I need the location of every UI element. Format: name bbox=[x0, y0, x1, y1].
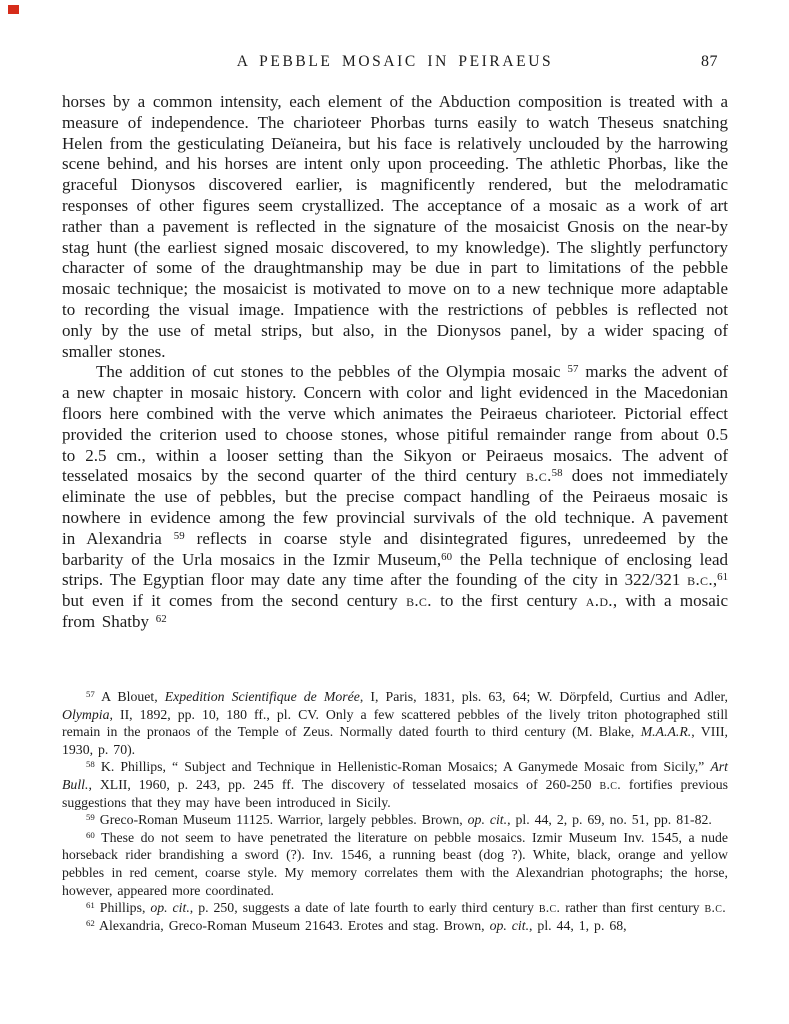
footnote-60: $^{60}$ These do not seem to have penetrated the literature on pebble mosaics. Izmir Museum Inv. 1545, a nude horseback rider brandishing a sword (?). Inv. 1546, a running beast (dog ?). White, black, orange and yellow pebbles in red cement, coarse style. My memory correlates them with the Alexandrian photographs; the horse, however, appeared more coordinated. bbox=[62, 829, 728, 898]
scan-artifact-mark bbox=[8, 5, 19, 14]
footnote-61: $^{61}$ Phillips, op. cit., p. 250, suggests a date of late fourth to early third century b.c. rather than first century b.c. bbox=[86, 900, 726, 916]
running-title: A PEBBLE MOSAIC IN PEIRAEUS bbox=[236, 53, 554, 70]
footnote-62: $^{62}$ Alexandria, Greco-Roman Museum 21643. Erotes and stag. Brown, op. cit., pl. 44, 1, p. 68, bbox=[86, 917, 627, 933]
body-paragraph-1: horses by a common intensity, each element of the Abduction composition is treated with a measure of independence. The charioteer Phorbas turns easily to watch Theseus snatching Helen from the gesticulating Deïaneira, but his face is relatively unclouded by the harrowing scene behind, and his horses are intent only upon proceeding. The athletic Phorbas, like the graceful Dionysos discovered earlier, is magnificently rendered, but the melodramatic responses of other figures seem crystallized. The acceptance of a mosaic as a work of art rather than a pavement is reflected in the signature of the mosaicist Gnosis on the near-by stag hunt (the earliest signed mosaic discovered, to my knowledge). The slightly perfunctory character of some of the draughtmanship may be due in part to limitations of the pebble mosaic technique; the mosaicist is motivated to move on to a new technique more adaptable to recording the visual image. Impatience with the restrictions of pebbles is reflected not only by the use of metal strips, but also, in the Dionysos panel, by a wider spacing of smaller stones. bbox=[62, 92, 728, 361]
footnote-58: $^{58}$ K. Phillips, “ Subject and Technique in Hellenistic-Roman Mosaics; A Ganymede Mosaic from Sicily,” Art Bull., XLII, 1960, p. 243, pp. 245 ff. The discovery of tesselated mosaics of 260-250 b.c. fortifies previous suggestions that they may have been introduced in Sicily. bbox=[62, 759, 728, 810]
footnote-57: $^{57}$ A Blouet, Expedition Scientifique de Morée, I, Paris, 1831, pls. 63, 64; W. Dörpfeld, Curtius and Adler, Olympia, II, 1892, pp. 10, 180 ff., pl. CV. Only a few scattered pebbles of the lively triton photographed still remain in the pronaos of the Temple of Zeus. Normally dated fourth to third century (M. Blake, M.A.A.R., VIII, 1930, p. 70). bbox=[62, 689, 729, 757]
body-text bbox=[62, 92, 728, 633]
page-header bbox=[62, 53, 728, 73]
footnotes-section bbox=[62, 688, 728, 934]
footnote-59: $^{59}$ Greco-Roman Museum 11125. Warrior, largely pebbles. Brown, op. cit., pl. 44, 2, p. 69, no. 51, pp. 81-82. bbox=[86, 812, 712, 828]
page-number: 87 bbox=[701, 53, 718, 70]
body-paragraph-2: The addition of cut stones to the pebbles of the Olympia mosaic $^{57}$ marks the advent of a new chapter in mosaic history. Concern with color and light evidenced in the Macedonian floors here combined with the verve which animates the Peiraeus charioteer. Pictorial effect provided the criterion used to choose stones, whose pitiful remainder range from about 0.5 to 2.5 cm., within a looser setting than the Sikyon or Peiraeus mosaics. The advent of tesselated mosaics by the second quarter of the third century b.c.$^{58}$ does not immediately eliminate the use of pebbles, but the precise compact handling of the Peiraeus mosaic is nowhere in evidence among the few provincial survivals of the old technique. A pavement in Alexandria $^{59}$ reflects in coarse style and disintegrated figures, unredeemed by the barbarity of the Urla mosaics in the Izmir Museum,$^{60}$ the Pella technique of enclosing lead strips. The Egyptian floor may date any time after the founding of the city in 322/321 b.c.,$^{61}$ but even if it comes from the second century b.c. to the first century a.d., with a mosaic from Shatby $^{62}$ bbox=[62, 362, 729, 631]
